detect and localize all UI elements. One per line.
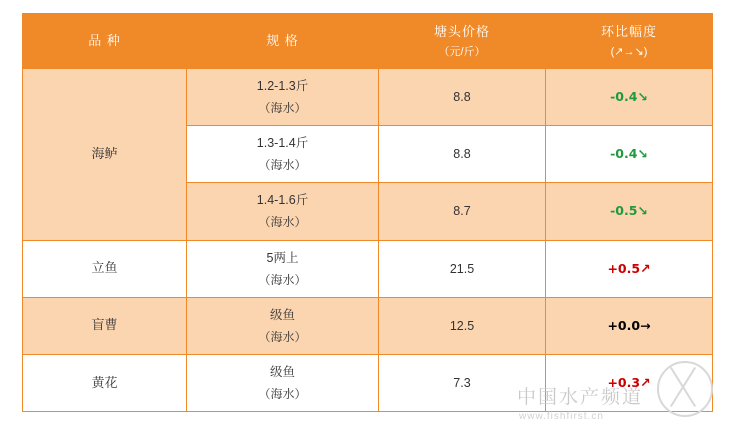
table-header xyxy=(23,14,713,69)
cell-spec-main: 1.4-1.6斤 xyxy=(256,193,309,208)
cell-change xyxy=(546,69,713,126)
table-row xyxy=(23,297,713,354)
cell-price: 21.5 xyxy=(379,240,546,297)
column-header-change-label: 环比幅度 xyxy=(600,24,657,39)
column-header-price xyxy=(379,14,546,69)
change-value: -0.4↘ xyxy=(610,146,648,162)
cell-spec-sub: （海水） xyxy=(258,329,307,344)
change-value: +0.3↗ xyxy=(607,375,651,391)
column-header-change-legend: (↗→↘) xyxy=(610,45,648,58)
cell-species: 黄花 xyxy=(23,354,187,411)
cell-species: 立鱼 xyxy=(23,240,187,297)
price-table-container xyxy=(22,13,712,412)
cell-spec-sub: （海水） xyxy=(258,215,307,230)
table-row xyxy=(23,240,713,297)
change-value: +0.0→ xyxy=(607,317,651,333)
cell-price: 8.8 xyxy=(379,126,546,183)
cell-price: 8.7 xyxy=(379,183,546,240)
cell-change xyxy=(546,183,713,240)
cell-spec xyxy=(187,354,379,411)
table-body xyxy=(23,69,713,412)
change-value: -0.5↘ xyxy=(610,203,648,219)
table-header-row xyxy=(23,14,713,69)
cell-spec xyxy=(187,126,379,183)
table-row xyxy=(23,354,713,411)
change-value: -0.4↘ xyxy=(610,89,648,105)
change-value: +0.5↗ xyxy=(607,260,651,276)
cell-spec xyxy=(187,69,379,126)
watermark-subtext: www.fishfirst.cn xyxy=(519,411,604,422)
column-header-price-unit: （元/斤） xyxy=(438,45,486,58)
cell-spec-main: 1.2-1.3斤 xyxy=(256,79,309,93)
cell-price: 8.8 xyxy=(379,69,546,126)
column-header-spec-label: 规 格 xyxy=(266,33,299,49)
column-header-species-label: 品 种 xyxy=(88,33,121,49)
cell-spec-main: 1.3-1.4斤 xyxy=(256,136,309,151)
cell-spec-main: 级鱼 xyxy=(269,307,295,322)
cell-spec-sub: （海水） xyxy=(258,272,307,287)
column-header-price-label: 塘头价格 xyxy=(433,24,490,39)
cell-spec-main: 5两上 xyxy=(266,250,299,265)
cell-spec-main: 级鱼 xyxy=(269,364,295,379)
cell-spec-sub: （海水） xyxy=(258,386,307,401)
column-header-species xyxy=(23,14,187,69)
cell-change xyxy=(546,297,713,354)
cell-change xyxy=(546,354,713,411)
column-header-spec xyxy=(187,14,379,69)
cell-change xyxy=(546,240,713,297)
price-table xyxy=(22,13,713,412)
cell-price: 7.3 xyxy=(379,354,546,411)
column-header-change xyxy=(546,14,713,69)
cell-price: 12.5 xyxy=(379,297,546,354)
cell-species: 海鲈 xyxy=(23,69,187,241)
cell-species: 盲曹 xyxy=(23,297,187,354)
cell-spec xyxy=(187,297,379,354)
watermark-text: 中国水产频道 xyxy=(517,387,644,408)
cell-spec xyxy=(187,240,379,297)
cell-spec-sub: （海水） xyxy=(258,101,307,115)
cell-spec xyxy=(187,183,379,240)
table-row xyxy=(23,69,713,126)
cell-change xyxy=(546,126,713,183)
cell-spec-sub: （海水） xyxy=(258,158,307,173)
